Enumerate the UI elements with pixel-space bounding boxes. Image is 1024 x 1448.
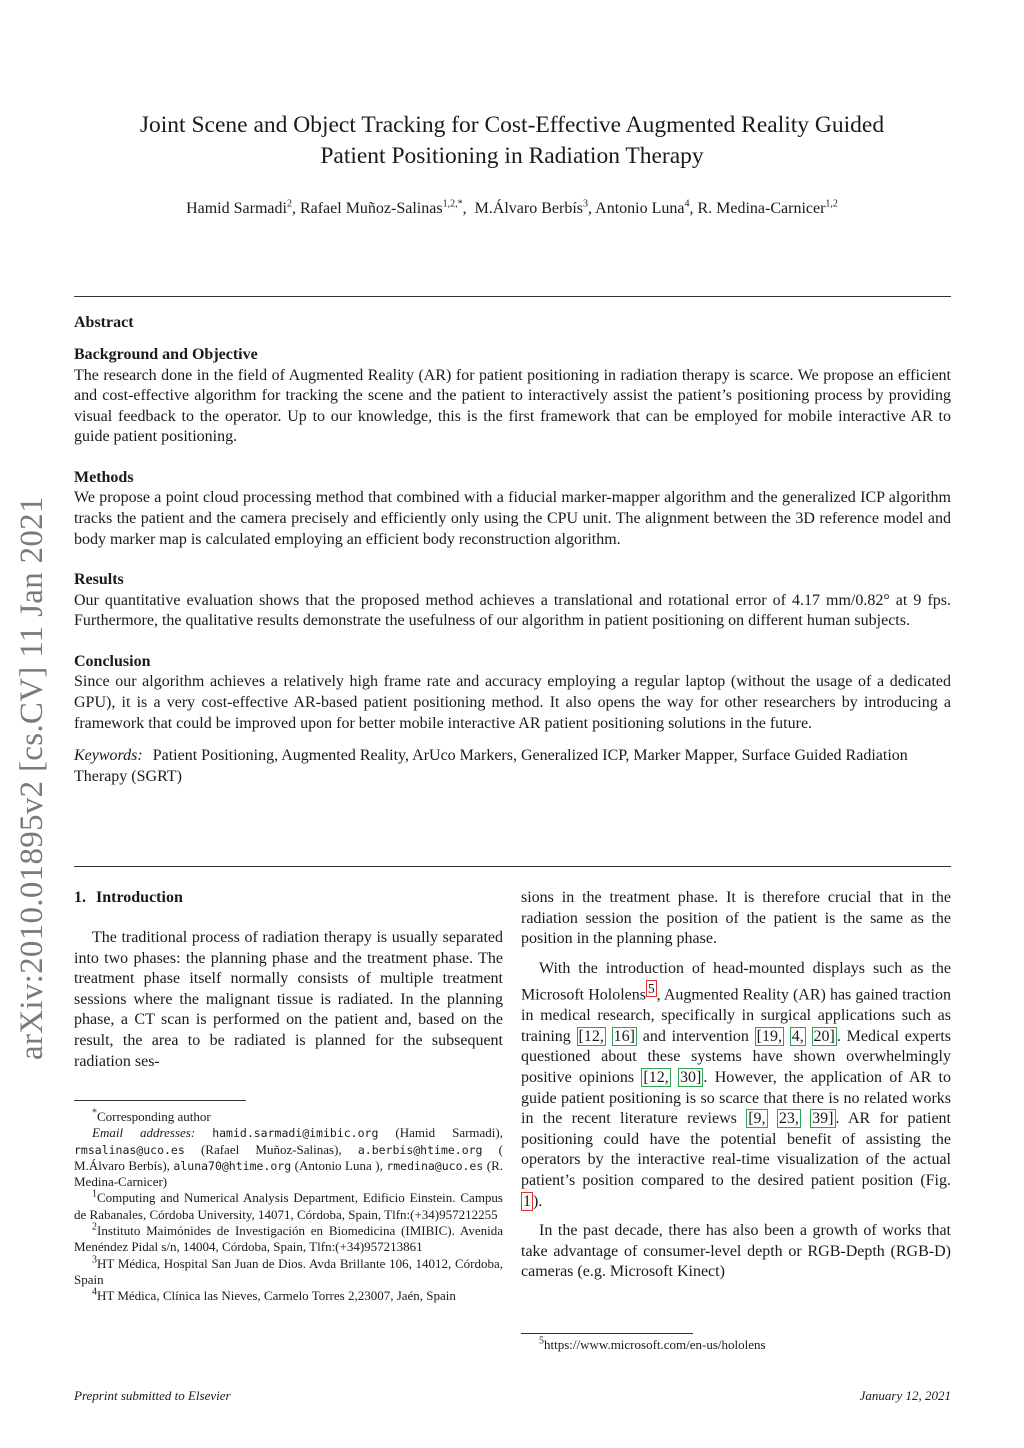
keywords: [74, 746, 951, 787]
text-run: . AR for patient positioning could have the potential benefit of assisting the operators by the interactive real-time visualization of the actual patient’s position compared to the desired patient position (Fig.: [521, 1110, 952, 1190]
abstract-section-text: The research done in the field of Augmented Reality (AR) for patient positioning in radiation therapy is scarce. We propose an efficient and cost-effective algorithm for tracking the scene and the patient to interactively assist the patient’s positioning process by providing visual feedback to the operator. Up to our knowledge, this is the first framework that can be employed for mobile interactive AR to guide patient positioning.: [74, 366, 951, 446]
citation-link[interactable]: 4,: [791, 1027, 804, 1045]
keywords-label: Keywords:: [74, 747, 143, 765]
title-line-2: Patient Positioning in Radiation Therapy: [320, 143, 704, 169]
footnotes-left: [74, 1109, 503, 1305]
footnote-ref-link[interactable]: 5: [647, 981, 655, 997]
abstract-section-heading: Results: [74, 571, 124, 589]
email-owner: (Antonio Luna ),: [291, 1157, 387, 1173]
paragraph: sions in the treatment phase. It is therefore crucial that in the radiation session the position of the patient is the same as the position in the planning phase.: [521, 889, 951, 948]
author-list: Hamid Sarmadi$^2$, Rafael Muñoz-Salinas$^{1,2,*}$, M.Álvaro Berbís$^3$, Antonio Luna$^4$, R. Medina-Carnicer$^{1,2}$: [186, 198, 838, 217]
title-line-1: Joint Scene and Object Tracking for Cost-Effective Augmented Reality Guided: [139, 112, 885, 138]
footer-preprint: Preprint submitted to Elsevier: [74, 1388, 231, 1403]
footnote: [74, 1288, 503, 1304]
citation-link[interactable]: [12,: [578, 1027, 604, 1045]
abstract-section-heading: Methods: [74, 468, 134, 486]
footnote: [74, 1256, 503, 1289]
abstract-bottom-rule: [74, 866, 951, 867]
footnote-mark: 1: [92, 1189, 97, 1201]
footnote-text: Computing and Numerical Analysis Department, Edificio Einstein. Campus de Rabanales, Córdoba University, 14071, Córdoba, Spain, Tlfn:(+34)957212255: [74, 1190, 503, 1222]
citation-link[interactable]: 30]: [680, 1069, 702, 1087]
author: Hamid Sarmadi: [186, 200, 287, 217]
author: R. Medina-Carnicer: [697, 200, 826, 217]
email-link[interactable]: hamid.sarmadi@imibic.org: [212, 1126, 379, 1141]
footnote-rule: [521, 1333, 693, 1334]
footnote-rule: [74, 1100, 246, 1101]
text-run: With the introduction of head-mounted displays such as the Microsoft Hololens: [521, 959, 951, 1004]
author-affiliation: 2: [286, 198, 292, 210]
abstract-title: Abstract: [74, 314, 134, 331]
author-affiliation: 3: [583, 198, 589, 210]
footnote-mark: 3: [92, 1254, 97, 1266]
author: Rafael Muñoz-Salinas: [299, 200, 443, 217]
right-column: [521, 888, 951, 1283]
arxiv-identifier: arXiv:2010.01895v2 [cs.CV] 11 Jan 2021: [14, 496, 50, 1060]
footer-date: January 12, 2021: [859, 1388, 951, 1403]
author-affiliation: 1,2,*: [442, 198, 463, 210]
emails-label: Email addresses:: [92, 1125, 196, 1141]
text-run: . Medical experts questioned about these systems have shown overwhelmingly positive opinions: [521, 1027, 952, 1087]
paragraph: [521, 959, 951, 1212]
footnote-mark: *: [92, 1107, 97, 1119]
email-owner: ( M.Álvaro Berbís),: [74, 1141, 503, 1173]
email-owner: (Rafael Muñoz-Salinas),: [184, 1141, 358, 1157]
email-owner: (R. Medina-Carnicer): [74, 1157, 504, 1190]
email-link[interactable]: aluna70@htime.org: [173, 1158, 292, 1173]
footnote-text: HT Médica, Hospital San Juan de Dios. Avda Brillante 106, 14012, Córdoba, Spain: [74, 1255, 503, 1287]
section-heading: [74, 888, 503, 908]
citation-link[interactable]: 20]: [813, 1027, 835, 1045]
section-title: Introduction: [96, 889, 183, 906]
abstract-section-heading: Conclusion: [74, 652, 151, 670]
abstract: [74, 313, 951, 787]
figure-ref-link[interactable]: 1: [523, 1192, 531, 1210]
email-link[interactable]: rmedina@uco.es: [386, 1158, 484, 1173]
citation-link[interactable]: 39]: [812, 1110, 834, 1128]
footnote: [74, 1190, 503, 1223]
citation-link[interactable]: 23,: [778, 1110, 799, 1128]
footnote-mark: 2: [92, 1221, 97, 1233]
email-link[interactable]: rmsalinas@uco.es: [74, 1142, 185, 1157]
text-run: . However, the application of AR to guide patient positioning is so scarce that there is no related works in the recent literature reviews: [521, 1069, 951, 1128]
footnote-mark: 4: [92, 1286, 97, 1298]
footnote-url[interactable]: https://www.microsoft.com/en-us/hololens: [544, 1337, 766, 1352]
footnote-text: Instituto Maimónides de Investigación en Biomedicina (IMIBIC). Avenida Menéndez Pidal s/n, 14004, Córdoba, Spain, Tlfn:(+34)957213861: [74, 1223, 503, 1255]
text-run: and intervention: [636, 1027, 755, 1045]
citation-link[interactable]: 16]: [613, 1027, 635, 1045]
footnote-text: Corresponding author: [97, 1109, 211, 1124]
citation-link[interactable]: [9,: [748, 1110, 766, 1128]
author: Antonio Luna: [595, 200, 685, 217]
footnote-text: HT Médica, Clínica las Nieves, Carmelo Torres 2,23007, Jaén, Spain: [97, 1288, 456, 1304]
author-affiliation: 1,2: [825, 198, 838, 210]
author: M.Álvaro Berbís: [474, 200, 584, 217]
section-number: 1.: [74, 889, 86, 906]
text-run: , Augmented Reality (AR) has gained traction in medical research, specifically in surgical applications such as training: [521, 986, 952, 1045]
keywords-list: Patient Positioning, Augmented Reality, ArUco Markers, Generalized ICP, Marker Mapper, Surface Guided Radiation Therapy (SGRT): [74, 747, 908, 785]
author-affiliation: 4: [684, 198, 690, 210]
abstract-section-heading: Background and Objective: [74, 346, 258, 363]
citation-link[interactable]: [12,: [643, 1069, 669, 1087]
footnote-emails: [74, 1125, 503, 1190]
text-run: ).: [533, 1192, 543, 1210]
email-link[interactable]: a.berbis@htime.org: [357, 1142, 483, 1157]
paper-title: [74, 110, 950, 172]
left-column: [74, 888, 503, 1072]
footnote: [74, 1109, 503, 1125]
paragraph: The traditional process of radiation therapy is usually separated into two phases: the planning phase and the treatment phase. The treatment phase itself normally consists of multiple treatment sessions where the malignant tissue is radiated. In the planning phase, a CT scan is performed on the patient and, based on the result, the area to be radiated is planned for the subsequent radiation ses-: [74, 929, 503, 1070]
email-owner: (Hamid Sarmadi),: [378, 1125, 503, 1141]
footnote-mark: 5: [539, 1335, 544, 1347]
abstract-section-text: We propose a point cloud processing method that combined with a fiducial marker-mapper algorithm and the generalized ICP algorithm tracks the patient and the camera precisely and efficiently only using the CPU unit. The alignment between the 3D reference model and body marker map is calculated employing an efficient body reconstruction algorithm.: [74, 489, 951, 548]
abstract-section-text: Since our algorithm achieves a relatively high frame rate and accuracy employing a regular laptop (without the usage of a dedicated GPU), it is a very cost-effective AR-based patient positioning method. It also opens the way for other researchers by introducing a framework that could be improved upon for better mobile interactive AR patient positioning solutions in the future.: [74, 673, 951, 732]
paragraph: In the past decade, there has also been a growth of works that take advantage of consumer-level depth or RGB-Depth (RGB-D) cameras (e.g. Microsoft Kinect): [521, 1222, 951, 1281]
footnote-right: [521, 1337, 951, 1353]
abstract-top-rule: [74, 296, 951, 297]
abstract-section-text: Our quantitative evaluation shows that the proposed method achieves a translational and rotational error of 4.17 mm/0.82° at 9 fps. Furthermore, the qualitative results demonstrate the usefulness of our algorithm in patient positioning on different human subjects.: [74, 591, 951, 630]
citation-link[interactable]: [19,: [756, 1027, 782, 1045]
footnote: [74, 1223, 503, 1256]
